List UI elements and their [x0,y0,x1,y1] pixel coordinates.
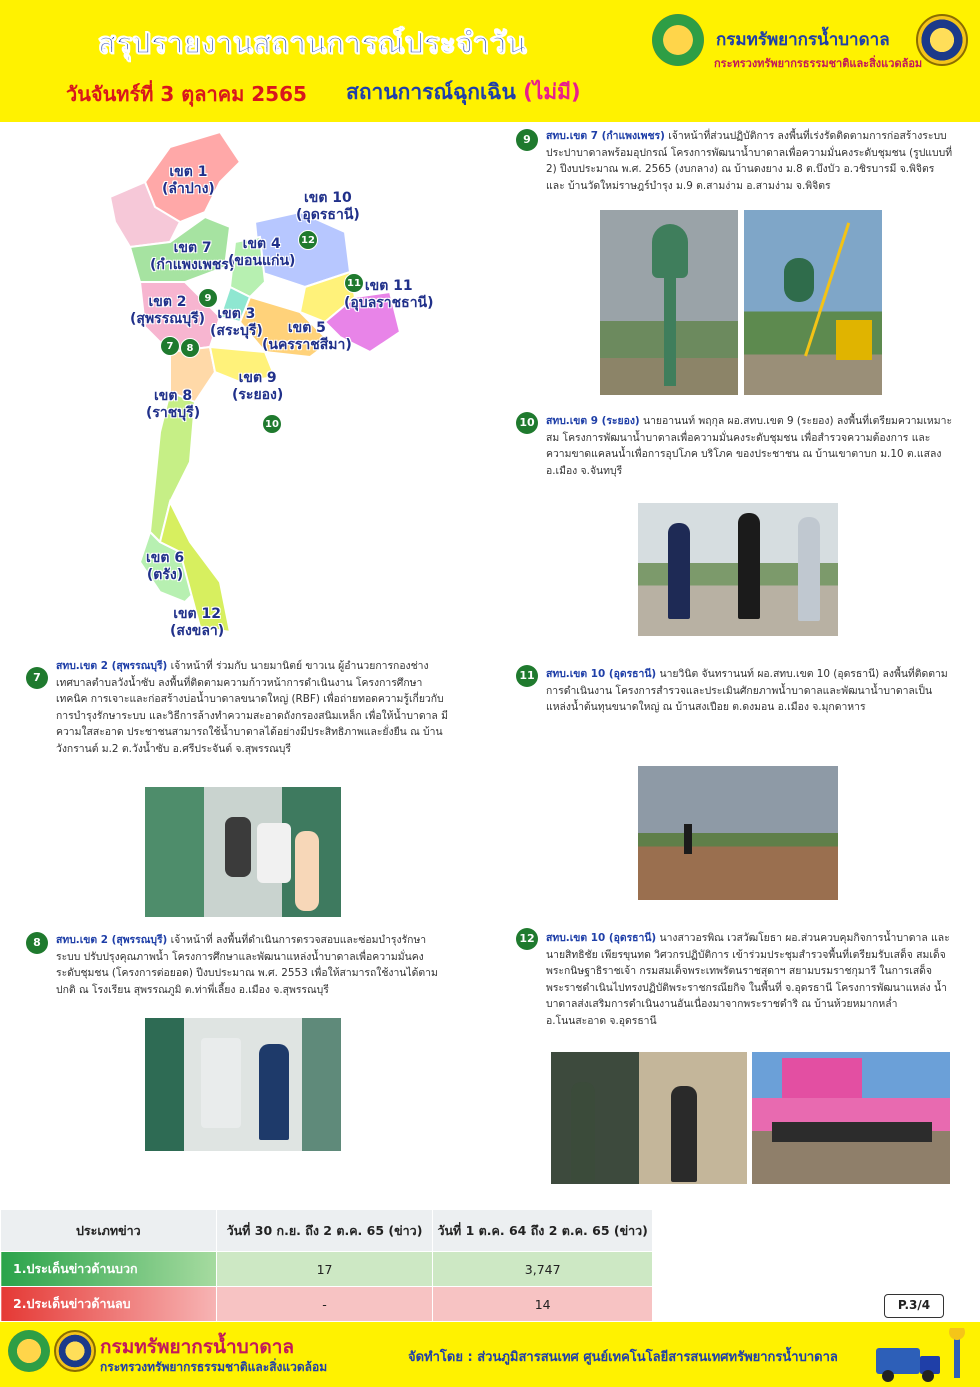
made-by-value: ส่วนภูมิสารสนเทศ ศูนย์เทคโนโลยีสารสนเทศทรัพยากรน้ำบาดาล [472,1350,838,1365]
news-item [56,932,448,998]
news-text: เจ้าหน้าที่ ลงพื้นที่ดำเนินการตรวจสอบและซ่อมบำรุงรักษาระบบ ปรับปรุงคุณภาพน้ำ โครงการศึกษาและพัฒนาแหล่งน้ำบาดาลเพื่อความมั่นคงระดับชุมชน (โครงการต่อยอด) ปีงบประมาณ พ.ศ. 2553 เพื่อให้สามารถใช้งานได้ตามปกติ ณ โรงเรียน สุพรรณภูมิ ต.ท่าพี่เลี้ยง อ.เมือง จ.สุพรรณบุรี [56,934,438,996]
zone-label: เขต 4 (ขอนแก่น) [228,236,296,269]
news-pin: 12 [298,230,318,250]
news-lead: สทบ.เขต 9 (ระยอง) [546,415,640,427]
zone-label: เขต 7 (กำแพงเพชร) [150,240,236,273]
made-by [408,1346,838,1367]
news-number-badge: 11 [516,665,538,687]
table-cell: 17 [216,1252,433,1287]
table-row [1,1287,653,1322]
ministry-seal-icon [916,14,968,66]
drilling-rig-icon [866,1328,976,1384]
royal-visit-site-photo [752,1052,950,1184]
news-item [546,128,954,194]
table-header: วันที่ 1 ต.ค. 64 ถึง 2 ต.ค. 65 (ข่าว) [433,1210,653,1252]
page-number: P.3/4 [884,1294,944,1318]
news-lead: สทบ.เขต 2 (สุพรรณบุรี) [56,934,168,946]
zone-label: เขต 10 (อุดรธานี) [296,190,360,223]
site-visit-photo [638,503,838,636]
news-text: นายวินิต จันทรานนท์ ผอ.สทบ.เขต 10 (อุดรธานี) ลงพื้นที่ติดตาม การดำเนินงาน โครงการสำรวจและประเมินศักยภาพน้ำบาดาลและพัฒนาน้ำบาดาลเป็นแหล่งน้ำต้นทุนขนาดใหญ่ ณ บ้านสงเปือย ต.ดงมอน อ.เมือง จ.มุกดาหาร [546,668,948,714]
table-cell: 14 [433,1287,653,1322]
report-footer [0,1322,980,1387]
org-ministry: กระทรวงทรัพยากรธรรมชาติและสิ่งแวดล้อม [714,57,923,70]
news-pin: 9 [198,288,218,308]
zone-label: เขต 9 (ระยอง) [232,370,284,403]
table-cell-category: 1.ประเด็นข่าวด้านบวก [1,1252,217,1287]
made-by-label: จัดทำโดย : [408,1350,473,1365]
zone-label: เขต 11 (อุบลราชธานี) [344,278,434,311]
footer-org-ministry: กระทรวงทรัพยากรธรรมชาติและสิ่งแวดล้อม [100,1360,328,1374]
org-name: กรมทรัพยากรน้ำบาดาล [716,30,890,50]
zone-label: เขต 12 (สงขลา) [170,606,225,639]
water-source-site-photo [638,766,838,900]
water-tower-photo [600,210,738,395]
news-lead: สทบ.เขต 7 (กำแพงเพชร) [546,130,665,142]
rbf-maintenance-photo [145,787,341,917]
news-text: นางสาวอรพิณ เวสวัฒโยธา ผอ.ส่วนควบคุมกิจการน้ำบาดาล และ นายสิทธิชัย เพียรขุนทด วิศวกรปฏิบัติการ เข้าร่วมประชุมสำรวจพื้นที่เตรียมรับเสด็จ สมเด็จพระกนิษฐาธิราชเจ้า กรมสมเด็จพระเทพรัตนราชสุดาฯ สยามบรมราชกุมารี ในการเสด็จ พระราชดำเนินไปทรงปฏิบัติพระราชกรณียกิจ ในพื้นที่ จ.อุดรธานี โครงการพัฒนาแหล่ง น้ำบาดาลส่งเสริมการดำเนินงานอันเนื่องมาจากพระราชดำริ ณ บ้านห้วยหมากหล่ำ อ.โนนสะอาด จ.อุดรธานี [546,932,950,1027]
zone-label: เขต 6 (ตรัง) [146,550,185,583]
news-summary-table [0,1209,653,1322]
zone-label: เขต 3 (สระบุรี) [210,306,263,339]
table-header-row [1,1210,653,1252]
news-number-badge: 12 [516,928,538,950]
emergency-label: สถานการณ์ฉุกเฉิน [346,80,516,104]
news-number-badge: 8 [26,932,48,954]
news-item [546,930,954,1030]
table-cell: - [216,1287,433,1322]
footer-org-name: กรมทรัพยากรน้ำบาดาล [100,1336,295,1358]
news-pin: 7 [160,336,180,356]
news-number-badge: 9 [516,129,538,151]
news-number-badge: 10 [516,412,538,434]
royal-visit-prep-photo [551,1052,747,1184]
news-lead: สทบ.เขต 2 (สุพรรณบุรี) [56,660,168,672]
news-pin: 8 [180,338,200,358]
zone-label: เขต 5 (นครราชสีมา) [262,320,352,353]
zone-label: เขต 8 (ราชบุรี) [146,388,201,421]
table-header: วันที่ 30 ก.ย. ถึง 2 ต.ค. 65 (ข่าว) [216,1210,433,1252]
ministry-seal-icon [54,1330,96,1372]
thailand-map [100,122,440,662]
news-lead: สทบ.เขต 10 (อุดรธานี) [546,668,657,680]
table-row [1,1252,653,1287]
report-title: สรุปรายงานสถานการณ์ประจำวัน [98,26,527,60]
news-text: เจ้าหน้าที่ ร่วมกับ นายมานิตย์ ขาวเน ผู้อำนวยการกองช่าง เทศบาลตำบลวังน้ำซับ ลงพื้นที่ติดตามความก้าวหน้าการดำเนินงาน โครงการศึกษาเทคนิค การเจาะและก่อสร้างบ่อน้ำบาดาลขนาดใหญ่ (RBF) เพื่อถ่ายทอดความรู้เกี่ยวกับ การบำรุงรักษาระบบ และวิธีการล้างทำความสะอาดถังกรองสนิมเหล็ก เพื่อให้น้ำบาดาล มีความใสสะอาด ประชาชนสามารถใช้น้ำบาดาลได้อย่างมีประสิทธิภาพและยั่งยืน ณ บ้านวังกรานต์ ม.2 ต.วังน้ำซับ อ.ศรีประจันต์ จ.สุพรรณบุรี [56,660,448,755]
tower-install-photo [744,210,882,395]
table-cell: 3,747 [433,1252,653,1287]
news-pin: 10 [262,414,282,434]
zone-label: เขต 1 (ลำปาง) [162,164,215,197]
report-date: วันจันทร์ที่ 3 ตุลาคม 2565 [66,82,307,106]
news-number-badge: 7 [26,667,48,689]
news-text: นายอานนท์ พฤกุล ผอ.สทบ.เขต 9 (ระยอง) ลงพื้นที่เตรียมความเหมาะสม โครงการพัฒนาน้ำบาดาลเพื่อความมั่นคงระดับชุมชน เพื่อสำรวจความต้องการ และความขาดแคลนน้ำเพื่อการอุปโภค บริโภค ของประชาชน ณ บ้านเขาตาบก ม.10 ต.แสลง อ.เมือง จ.จันทบุรี [546,415,953,477]
water-filter-photo [145,1018,341,1151]
zone-label: เขต 2 (สุพรรณบุรี) [130,294,206,327]
report-header [0,0,980,122]
news-text: เจ้าหน้าที่ส่วนปฏิบัติการ ลงพื้นที่เร่งรัดติดตามการก่อสร้างระบบประปาบาดาลพร้อมอุปกรณ์ โครงการพัฒนาน้ำบาดาลเพื่อความมั่นคงระดับชุมชน (รูปแบบที่ 2) ปีงบประมาณ พ.ศ. 2565 (งบกลาง) ณ บ้านดงยาง ม.8 ต.บึงบัว อ.วชิรบารมี จ.พิจิตร และ บ้านวัดใหม่ราษฎร์บำรุง ม.9 ต.สามง่าม อ.สามง่าม จ.พิจิตร [546,130,953,192]
department-logo-icon [652,14,704,66]
emergency-status [346,76,581,109]
news-lead: สทบ.เขต 10 (อุดรธานี) [546,932,657,944]
news-item [56,658,448,758]
emergency-value: (ไม่มี) [523,80,581,104]
department-logo-icon [8,1330,50,1372]
news-item [546,666,954,716]
table-cell-category: 2.ประเด็นข่าวด้านลบ [1,1287,217,1322]
table-header: ประเภทข่าว [1,1210,217,1252]
news-pin: 11 [344,273,364,293]
news-item [546,413,954,479]
